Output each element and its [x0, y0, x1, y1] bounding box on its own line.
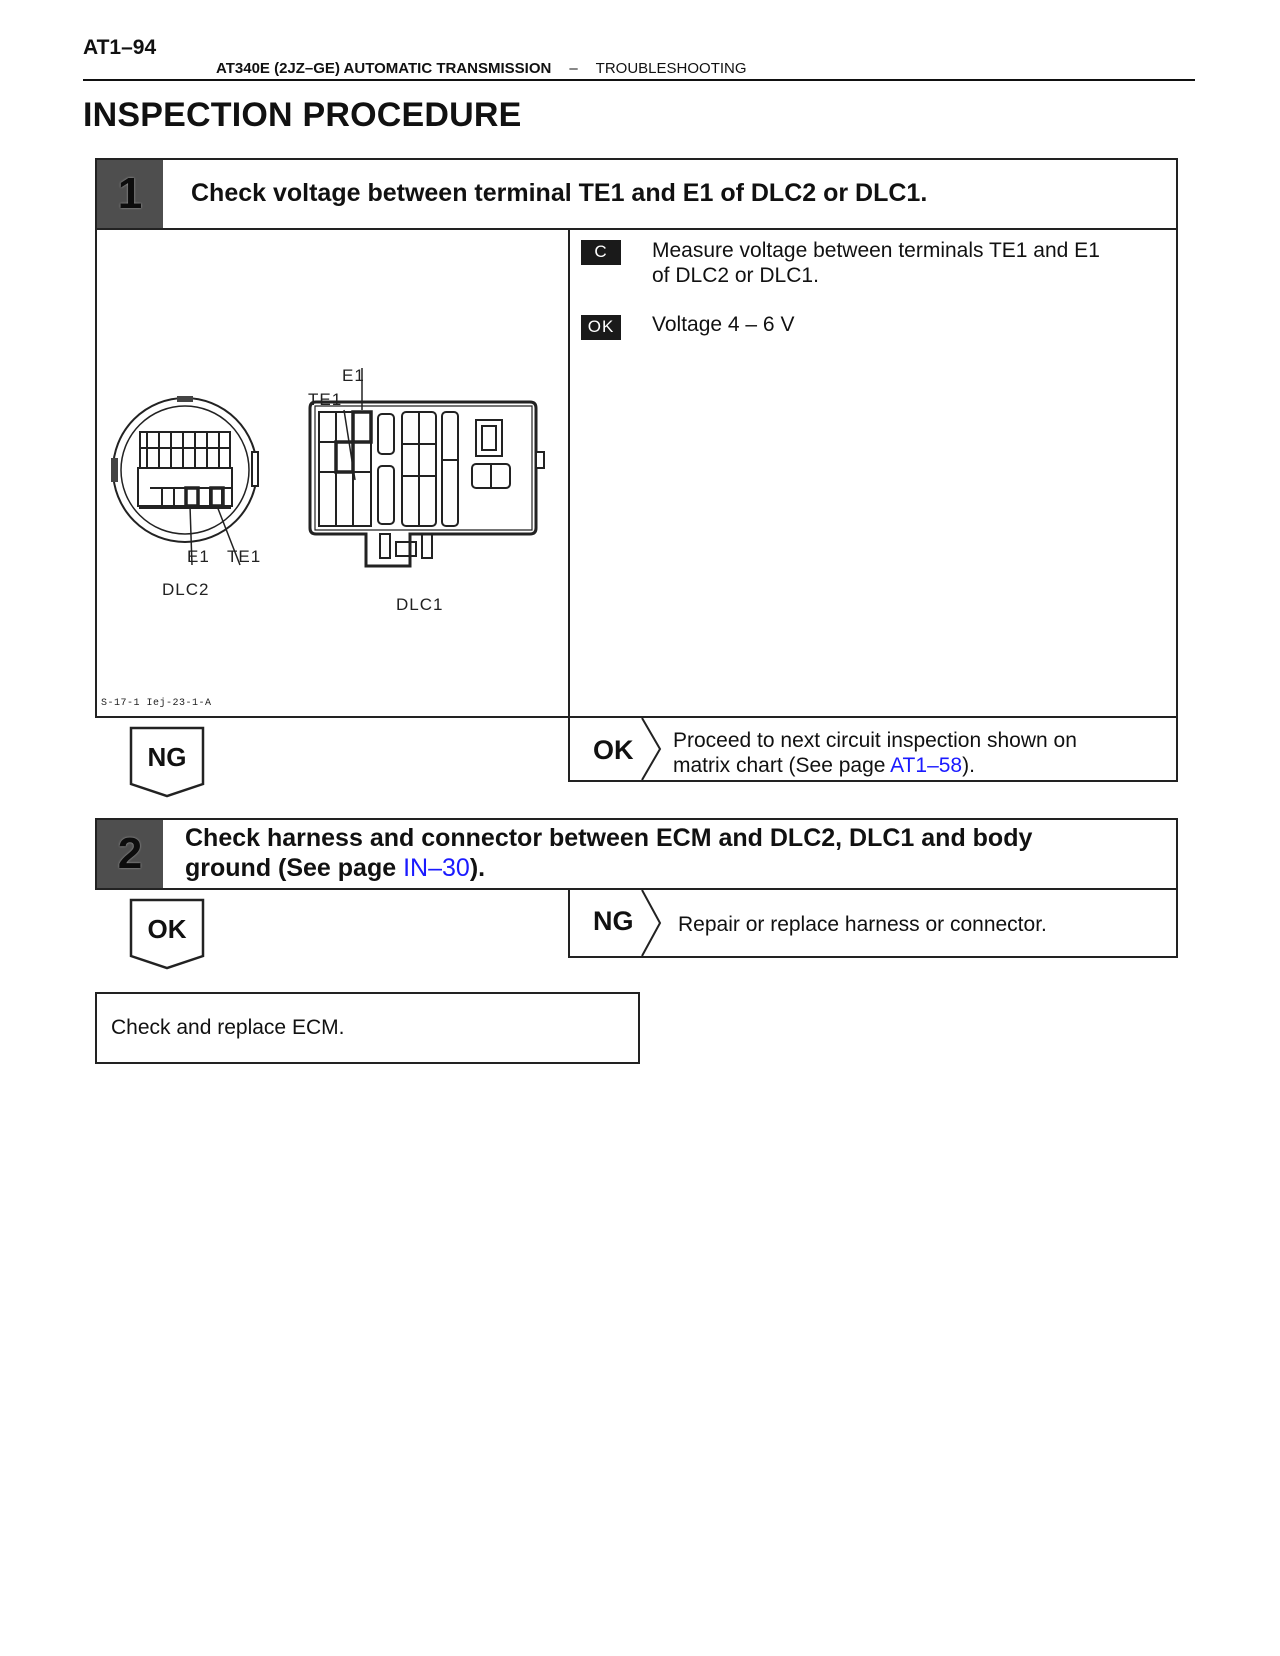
step2-title-line2-suffix: ).: [469, 854, 486, 882]
step2-number: 2: [117, 829, 143, 878]
ok-criteria: Voltage 4 – 6 V: [652, 313, 795, 336]
figure-reference-code: S-17-1 Iej-23-1-A: [101, 698, 212, 709]
step1-ok-result-line2: [673, 753, 1077, 778]
step2-number-badge: [97, 820, 163, 888]
check-chip: C: [581, 240, 621, 265]
step1-title: Check voltage between terminal TE1 and E1 of DLC2 or DLC1.: [191, 179, 928, 207]
dlc2-connector: [111, 396, 258, 565]
step2-title: [185, 823, 1032, 883]
dlc2-label: DLC2: [162, 580, 210, 599]
step1-ok-chevron: [640, 718, 664, 780]
final-action-text: Check and replace ECM.: [111, 1016, 345, 1039]
step2-ok-label: OK: [147, 914, 187, 944]
section-name: TROUBLESHOOTING: [595, 60, 747, 77]
ok-chip: OK: [581, 315, 621, 340]
step1-number: 1: [117, 169, 143, 218]
dlc1-connector: [310, 368, 544, 566]
section-title: INSPECTION PROCEDURE: [83, 96, 522, 134]
step2-title-line1: Check harness and connector between ECM and DLC2, DLC1 and body: [185, 824, 1033, 852]
step1-ok-label: OK: [593, 735, 634, 765]
check-instruction: [652, 238, 1100, 288]
step1-ok-result-suffix: ).: [962, 754, 975, 777]
step1-number-badge: [97, 160, 163, 228]
step1-ng-label: NG: [147, 742, 187, 772]
dlc2-te1-label: TE1: [227, 547, 262, 566]
running-head-dash: –: [569, 60, 578, 77]
step2-ng-label: NG: [593, 906, 634, 936]
step2-title-line2: [185, 853, 1032, 883]
check-instruction-line1: Measure voltage between terminals TE1 and E1: [652, 239, 1100, 262]
step1-ok-result: [673, 728, 1077, 778]
step2-ng-chevron: [640, 890, 664, 956]
page-link-in-30[interactable]: IN–30: [403, 854, 470, 882]
dlc2-e1-label: E1: [187, 547, 210, 566]
page-link-at1-58[interactable]: AT1–58: [890, 754, 963, 777]
page-number: AT1–94: [83, 36, 157, 59]
dlc1-e1-label: E1: [342, 366, 365, 385]
check-instruction-line2: of DLC2 or DLC1.: [652, 264, 819, 287]
step1-instruction-panel: [568, 228, 1178, 718]
step2-title-line2-prefix: ground (See page: [185, 854, 404, 882]
step2-ng-result: Repair or replace harness or connector.: [678, 913, 1047, 936]
manual-title: AT340E (2JZ–GE) AUTOMATIC TRANSMISSION: [216, 60, 552, 77]
running-head: [216, 60, 747, 77]
step1-ok-result-line2-prefix: matrix chart (See page: [673, 754, 891, 777]
dlc1-te1-label: TE1: [308, 390, 343, 409]
step1-ok-result-line1: Proceed to next circuit inspection shown on: [673, 729, 1077, 752]
header-rule: [83, 79, 1195, 81]
dlc1-label: DLC1: [396, 595, 444, 614]
